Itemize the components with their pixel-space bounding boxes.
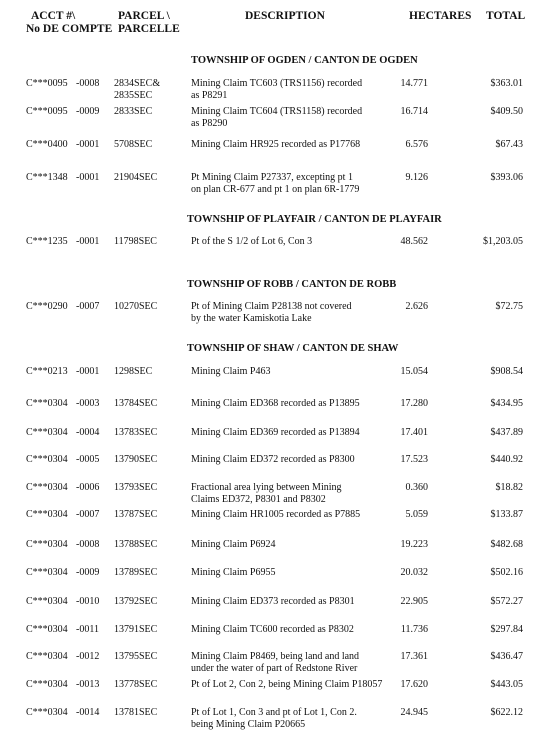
total-value: $908.54	[490, 366, 523, 377]
hectares-value: 6.576	[405, 139, 428, 150]
hectares-value: 17.523	[400, 454, 428, 465]
total-value: $393.06	[490, 172, 523, 183]
total-value: $622.12	[490, 707, 523, 718]
total-value: $133.87	[490, 509, 523, 520]
total-value: $18.82	[495, 482, 523, 493]
description: Mining Claim P6924	[191, 539, 276, 550]
hectares-value: 0.360	[405, 482, 428, 493]
hectares-value: 14.771	[400, 78, 428, 89]
account-number: C***0304	[26, 509, 68, 520]
description-line-2: Claims ED372, P8301 and P8302	[191, 494, 326, 505]
header-hectares: HECTARES	[409, 10, 472, 22]
account-number: C***0304	[26, 482, 68, 493]
account-suffix: -0003	[76, 398, 100, 409]
description: Mining Claim TC603 (TRS1156) recorded	[191, 78, 363, 89]
description-line-2: being Mining Claim P20665	[191, 719, 306, 730]
description: Mining Claim TC600 recorded as P8302	[191, 624, 354, 635]
account-number: C***0290	[26, 301, 68, 312]
header-acct-fr: No DE COMPTE	[26, 23, 113, 35]
description: Mining Claim ED373 recorded as P8301	[191, 596, 355, 607]
account-number: C***0304	[26, 624, 68, 635]
account-number: C***0400	[26, 139, 68, 150]
parcel-number: 10270SEC	[114, 301, 158, 312]
account-suffix: -0001	[76, 139, 100, 150]
description: Mining Claim ED368 recorded as P13895	[191, 398, 360, 409]
parcel-number: 13787SEC	[114, 509, 158, 520]
account-number: C***1348	[26, 172, 68, 183]
account-number: C***0304	[26, 398, 68, 409]
parcel-number: 1298SEC	[114, 366, 153, 377]
parcel-number: 13788SEC	[114, 539, 158, 550]
total-value: $409.50	[490, 106, 523, 117]
township-heading: TOWNSHIP OF SHAW / CANTON DE SHAW	[187, 343, 399, 354]
total-value: $434.95	[490, 398, 523, 409]
description: Mining Claim ED372 recorded as P8300	[191, 454, 355, 465]
account-number: C***0304	[26, 454, 68, 465]
parcel-number: 13784SEC	[114, 398, 158, 409]
account-suffix: -0011	[76, 624, 99, 635]
header-description: DESCRIPTION	[245, 10, 325, 22]
township-heading: TOWNSHIP OF PLAYFAIR / CANTON DE PLAYFAIR	[187, 214, 442, 225]
account-suffix: -0009	[76, 106, 100, 117]
township-heading: TOWNSHIP OF ROBB / CANTON DE ROBB	[187, 279, 397, 290]
account-suffix: -0005	[76, 454, 100, 465]
account-suffix: -0007	[76, 301, 100, 312]
description: Mining Claim HR925 recorded as P17768	[191, 139, 361, 150]
account-suffix: -0007	[76, 509, 100, 520]
account-number: C***0213	[26, 366, 68, 377]
description: Mining Claim P8469, being land and land	[191, 651, 360, 662]
parcel-number: 5708SEC	[114, 139, 153, 150]
hectares-value: 24.945	[400, 707, 428, 718]
description-line-2: under the water of part of Redstone River	[191, 663, 358, 674]
account-number: C***0304	[26, 567, 68, 578]
account-number: C***1235	[26, 236, 68, 247]
account-number: C***0304	[26, 651, 68, 662]
total-value: $440.92	[490, 454, 523, 465]
parcel-number-2: 2835SEC	[114, 90, 153, 101]
hectares-value: 17.280	[400, 398, 428, 409]
description: Mining Claim ED369 recorded as P13894	[191, 427, 360, 438]
parcel-number: 21904SEC	[114, 172, 158, 183]
parcel-number: 13793SEC	[114, 482, 158, 493]
total-value: $363.01	[490, 78, 523, 89]
total-value: $482.68	[490, 539, 523, 550]
account-number: C***0304	[26, 596, 68, 607]
hectares-value: 16.714	[400, 106, 428, 117]
account-number: C***0095	[26, 78, 68, 89]
parcel-number: 13783SEC	[114, 427, 158, 438]
parcel-number: 13795SEC	[114, 651, 158, 662]
description: Pt of Mining Claim P28138 not covered	[191, 301, 352, 312]
account-suffix: -0012	[76, 651, 100, 662]
hectares-value: 9.126	[405, 172, 428, 183]
hectares-value: 15.054	[400, 366, 428, 377]
account-number: C***0304	[26, 707, 68, 718]
hectares-value: 5.059	[405, 509, 428, 520]
total-value: $436.47	[490, 651, 523, 662]
header-parcel-fr: PARCELLE	[118, 23, 180, 35]
description: Mining Claim P6955	[191, 567, 276, 578]
account-suffix: -0001	[76, 172, 100, 183]
hectares-value: 17.620	[400, 679, 428, 690]
hectares-value: 2.626	[405, 301, 428, 312]
header-total: TOTAL	[486, 10, 526, 22]
hectares-value: 20.032	[400, 567, 428, 578]
description: Pt of the S 1/2 of Lot 6, Con 3	[191, 236, 313, 247]
account-suffix: -0008	[76, 78, 100, 89]
description: Pt of Lot 1, Con 3 and pt of Lot 1, Con 2.	[191, 707, 357, 718]
total-value: $502.16	[490, 567, 523, 578]
description-line-2: on plan CR-677 and pt 1 on plan 6R-1779	[191, 184, 360, 195]
hectares-value: 22.905	[400, 596, 428, 607]
account-suffix: -0009	[76, 567, 100, 578]
total-value: $67.43	[495, 139, 523, 150]
description-line-2: as P8291	[191, 90, 228, 101]
parcel-number: 13790SEC	[114, 454, 158, 465]
hectares-value: 17.361	[400, 651, 428, 662]
account-suffix: -0010	[76, 596, 100, 607]
description: Fractional area lying between Mining	[191, 482, 342, 493]
account-number: C***0304	[26, 427, 68, 438]
township-heading: TOWNSHIP OF OGDEN / CANTON DE OGDEN	[191, 55, 418, 66]
header-acct: ACCT #\	[31, 10, 76, 22]
description: Mining Claim P463	[191, 366, 271, 377]
description-line-2: by the water Kamiskotia Lake	[191, 313, 312, 324]
account-suffix: -0008	[76, 539, 100, 550]
account-suffix: -0004	[76, 427, 100, 438]
hectares-value: 11.736	[400, 624, 428, 635]
description: Mining Claim TC604 (TRS1158) recorded	[191, 106, 363, 117]
total-value: $1,203.05	[483, 236, 523, 247]
hectares-value: 19.223	[400, 539, 428, 550]
account-suffix: -0006	[76, 482, 100, 493]
total-value: $572.27	[490, 596, 523, 607]
total-value: $443.05	[490, 679, 523, 690]
parcel-number: 13791SEC	[114, 624, 158, 635]
account-suffix: -0013	[76, 679, 100, 690]
account-number: C***0304	[26, 539, 68, 550]
parcel-number: 13778SEC	[114, 679, 158, 690]
parcel-number: 13789SEC	[114, 567, 158, 578]
total-value: $437.89	[490, 427, 523, 438]
description: Pt Mining Claim P27337, excepting pt 1	[191, 172, 353, 183]
account-number: C***0095	[26, 106, 68, 117]
total-value: $297.84	[490, 624, 523, 635]
hectares-value: 17.401	[400, 427, 428, 438]
description: Mining Claim HR1005 recorded as P7885	[191, 509, 361, 520]
account-suffix: -0001	[76, 236, 100, 247]
parcel-number: 13781SEC	[114, 707, 158, 718]
total-value: $72.75	[495, 301, 523, 312]
account-suffix: -0001	[76, 366, 100, 377]
description-line-2: as P8290	[191, 118, 228, 129]
description: Pt of Lot 2, Con 2, being Mining Claim P18057	[191, 679, 383, 690]
parcel-number: 2834SEC&	[114, 78, 161, 89]
hectares-value: 48.562	[400, 236, 428, 247]
parcel-number: 2833SEC	[114, 106, 153, 117]
parcel-number: 11798SEC	[114, 236, 157, 247]
parcel-number: 13792SEC	[114, 596, 158, 607]
header-parcel: PARCEL \	[118, 10, 170, 22]
account-suffix: -0014	[76, 707, 100, 718]
account-number: C***0304	[26, 679, 68, 690]
